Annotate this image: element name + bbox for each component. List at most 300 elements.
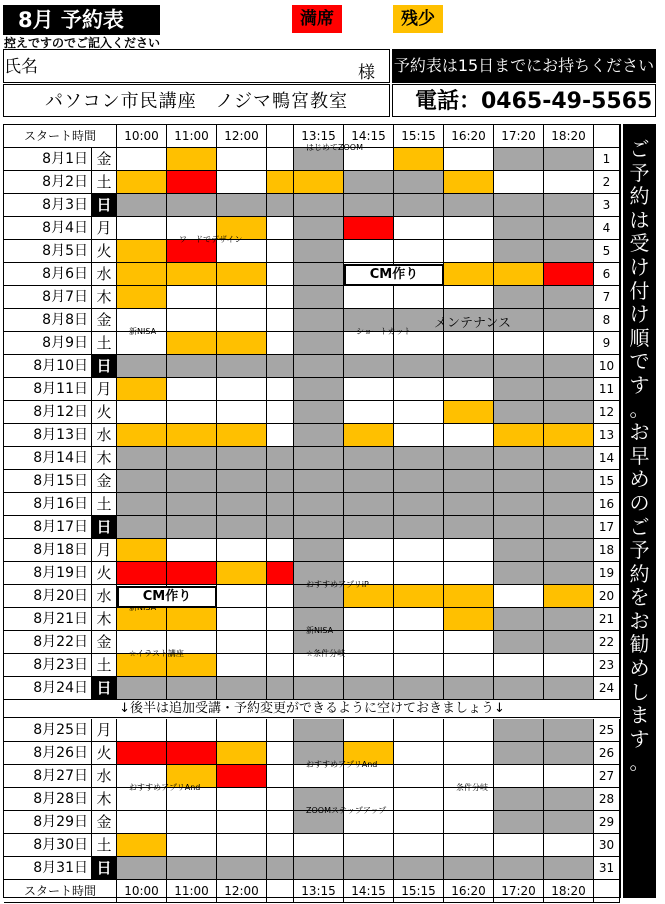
side-char: 予 [629,160,650,185]
slot-cell[interactable] [267,263,294,285]
slot-cell[interactable] [494,585,544,607]
day-of-week: 土 [92,834,117,856]
date-label: 8月18日 [4,539,92,561]
slot-cell [294,857,344,879]
row-number: 3 [594,194,620,216]
side-char: 約 [629,184,650,209]
slot-cell[interactable] [544,424,594,446]
slot-cell [294,355,344,377]
slot-cell[interactable] [117,539,167,561]
slot-cell[interactable] [217,742,267,764]
slot-cell [167,171,217,193]
slot-cell [494,811,544,833]
slot-cell[interactable] [267,217,294,239]
slot-cell [294,263,344,285]
slot-cell[interactable] [267,378,294,400]
slot-cell [267,516,294,538]
slot-cell [217,765,267,787]
slot-cell[interactable] [394,608,444,630]
slot-cell [167,742,217,764]
slot-cell [167,516,217,538]
side-char: め [629,656,650,681]
slot-cell[interactable] [267,424,294,446]
slot-cell[interactable] [167,332,217,354]
slot-cell[interactable] [444,539,494,561]
slot-cell[interactable] [217,719,267,741]
slot-cell [267,857,294,879]
slot-cell[interactable] [117,263,167,285]
slot-cell [494,355,544,377]
slot-cell [394,355,444,377]
slot-cell[interactable] [167,811,217,833]
table-row [4,194,620,217]
slot-cell [117,857,167,879]
slot-cell[interactable] [217,654,267,676]
day-of-week: 月 [92,378,117,400]
slot-cell[interactable] [117,378,167,400]
slot-cell[interactable] [117,401,167,423]
slot-cell[interactable] [344,378,394,400]
row-number: 31 [594,857,620,879]
slot-cell[interactable] [544,834,594,856]
time-header: 16:20 [444,880,494,902]
slot-cell[interactable] [444,562,494,584]
slot-cell[interactable] [344,286,394,308]
slot-cell[interactable] [267,539,294,561]
slot-cell [544,742,594,764]
side-notice-text [623,138,656,775]
side-char: す [629,726,650,751]
time-header: 17:20 [494,125,544,147]
slot-cell [394,194,444,216]
slot-cell [494,677,544,699]
slot-cell[interactable] [444,240,494,262]
side-char: お [629,420,650,445]
date-label: 8月15日 [4,470,92,492]
slot-cell [444,470,494,492]
slot-cell[interactable] [344,401,394,423]
day-of-week: 日 [92,677,117,699]
time-header: 11:00 [167,125,217,147]
slot-cell[interactable] [294,834,344,856]
slot-cell [344,355,394,377]
date-label: 8月9日 [4,332,92,354]
slot-cell [167,857,217,879]
slot-cell[interactable] [444,719,494,741]
class-note: おすすめアプリiP [306,580,369,589]
slot-cell[interactable] [344,654,394,676]
slot-cell[interactable] [544,654,594,676]
row-number: 5 [594,240,620,262]
slot-cell [294,493,344,515]
slot-cell [267,493,294,515]
slot-cell[interactable] [544,171,594,193]
slot-cell [294,447,344,469]
date-label: 8月23日 [4,654,92,676]
slot-cell [217,194,267,216]
slot-cell [494,194,544,216]
date-label: 8月27日 [4,765,92,787]
slot-cell[interactable] [217,539,267,561]
row-number: 22 [594,631,620,653]
slot-cell[interactable] [167,424,217,446]
slot-cell [494,217,544,239]
table-row [4,719,620,742]
slot-cell[interactable] [217,378,267,400]
slot-cell[interactable] [494,424,544,446]
date-label: 8月13日 [4,424,92,446]
slot-cell [544,677,594,699]
slot-cell[interactable] [217,585,267,607]
slot-cell [344,194,394,216]
slot-cell[interactable] [267,834,294,856]
maintenance-label: メンテナンス [434,316,511,331]
table-row [4,263,620,286]
side-char: を [629,585,650,610]
slot-cell [394,171,444,193]
slot-cell[interactable] [394,654,444,676]
slot-cell [167,470,217,492]
slot-cell[interactable] [267,811,294,833]
slot-cell[interactable] [267,742,294,764]
slot-cell[interactable] [117,217,167,239]
slot-cell[interactable] [117,171,167,193]
date-label: 8月24日 [4,677,92,699]
row-number: 11 [594,378,620,400]
day-of-week: 火 [92,240,117,262]
slot-cell[interactable] [217,631,267,653]
time-header: 11:00 [167,880,217,902]
slot-cell[interactable] [167,539,217,561]
slot-cell [544,608,594,630]
table-row [4,309,620,332]
date-label: 8月2日 [4,171,92,193]
slot-cell[interactable] [294,171,344,193]
table-row [4,171,620,194]
slot-cell[interactable] [444,424,494,446]
slot-cell [294,470,344,492]
slot-cell[interactable] [117,811,167,833]
side-char: 早 [629,443,650,468]
time-header: 10:00 [117,125,167,147]
slot-cell[interactable] [444,286,494,308]
number-header [594,880,620,902]
row-number: 25 [594,719,620,741]
table-row [4,493,620,516]
slot-cell[interactable] [217,401,267,423]
table-row [4,332,620,355]
row-number: 14 [594,447,620,469]
slot-cell[interactable] [267,332,294,354]
slot-cell[interactable] [217,148,267,170]
slot-cell[interactable] [217,309,267,331]
slot-cell [294,401,344,423]
slot-cell[interactable] [217,332,267,354]
slot-cell[interactable] [444,263,494,285]
side-char: 。 [629,396,650,421]
slot-cell[interactable] [344,719,394,741]
slot-cell[interactable] [544,332,594,354]
table-row [4,516,620,539]
slot-cell [294,424,344,446]
slot-cell[interactable] [394,424,444,446]
slot-cell [544,401,594,423]
slot-cell [544,148,594,170]
slot-cell [494,493,544,515]
day-of-week: 金 [92,631,117,653]
slot-cell [394,447,444,469]
slot-cell[interactable] [344,631,394,653]
row-number: 30 [594,834,620,856]
side-char: す [629,372,650,397]
slot-cell [494,788,544,810]
time-header: 13:15 [294,125,344,147]
slot-cell [217,355,267,377]
side-char: め [629,467,650,492]
table-row [4,834,620,857]
slot-cell[interactable] [444,631,494,653]
slot-cell [544,857,594,879]
table-row [4,378,620,401]
slot-cell[interactable] [217,562,267,584]
slot-cell[interactable] [494,834,544,856]
slot-cell[interactable] [267,171,294,193]
name-field[interactable] [3,49,390,83]
table-row [4,857,620,880]
date-label: 8月26日 [4,742,92,764]
slot-cell [494,608,544,630]
slot-cell[interactable] [444,654,494,676]
date-label: 8月10日 [4,355,92,377]
slot-cell[interactable] [394,742,444,764]
slot-cell[interactable] [267,631,294,653]
slot-cell[interactable] [494,654,544,676]
slot-cell [344,217,394,239]
slot-cell[interactable] [444,378,494,400]
slot-cell[interactable] [267,654,294,676]
day-of-week: 金 [92,309,117,331]
class-note: はじめてZOOM [306,143,363,152]
slot-cell [444,493,494,515]
date-label: 8月1日 [4,148,92,170]
legend-few: 残少 [393,5,443,33]
slot-cell[interactable] [394,631,444,653]
slot-cell [117,470,167,492]
slot-cell [117,677,167,699]
slot-cell[interactable] [267,148,294,170]
slot-cell[interactable] [267,309,294,331]
slot-cell[interactable] [167,719,217,741]
slot-cell[interactable] [444,608,494,630]
slot-cell[interactable] [394,401,444,423]
day-of-week: 火 [92,742,117,764]
slot-cell[interactable] [344,539,394,561]
slot-cell[interactable] [167,263,217,285]
slot-cell[interactable] [217,171,267,193]
slot-cell[interactable] [544,585,594,607]
slot-cell [444,857,494,879]
slot-cell [167,562,217,584]
day-of-week: 火 [92,562,117,584]
slot-cell[interactable] [167,378,217,400]
slot-cell[interactable] [167,286,217,308]
slot-cell [494,470,544,492]
slot-cell[interactable] [167,608,217,630]
row-number: 21 [594,608,620,630]
slot-cell [494,286,544,308]
slot-cell [544,286,594,308]
slot-cell [294,378,344,400]
slot-cell [117,194,167,216]
slot-cell[interactable] [444,401,494,423]
row-number: 24 [594,677,620,699]
slot-cell [494,539,544,561]
date-label: 8月17日 [4,516,92,538]
slot-cell[interactable] [217,788,267,810]
day-of-week: 木 [92,788,117,810]
slot-cell [544,493,594,515]
row-number: 16 [594,493,620,515]
slot-cell[interactable] [344,240,394,262]
slot-cell[interactable] [394,148,444,170]
slot-cell[interactable] [444,811,494,833]
slot-cell[interactable] [217,608,267,630]
slot-cell [544,788,594,810]
slot-cell[interactable] [267,585,294,607]
slot-cell[interactable] [267,608,294,630]
slot-cell[interactable] [167,834,217,856]
time-header: 10:00 [117,880,167,902]
row-number: 29 [594,811,620,833]
slot-cell [267,447,294,469]
slot-cell[interactable] [267,719,294,741]
side-notice [623,124,656,898]
slot-cell [217,677,267,699]
slot-cell [544,470,594,492]
slot-cell[interactable] [394,765,444,787]
slot-cell[interactable] [267,788,294,810]
time-header: 12:00 [217,880,267,902]
slot-cell[interactable] [394,834,444,856]
slot-cell[interactable] [394,788,444,810]
deadline-notice: 予約表は15日までにお持ちください [392,49,656,83]
slot-cell[interactable] [117,286,167,308]
date-label: 8月19日 [4,562,92,584]
day-of-week: 月 [92,539,117,561]
row-number: 4 [594,217,620,239]
slot-cell [344,677,394,699]
slot-cell[interactable] [494,765,544,787]
slot-cell [544,309,594,331]
time-header [267,125,294,147]
slot-cell [117,516,167,538]
slot-cell[interactable] [444,834,494,856]
row-number: 9 [594,332,620,354]
slot-cell[interactable] [394,585,444,607]
slot-cell [167,447,217,469]
slot-cell[interactable] [394,217,444,239]
slot-cell [394,677,444,699]
slot-cell [117,493,167,515]
slot-cell[interactable] [544,765,594,787]
slot-cell[interactable] [344,608,394,630]
slot-cell[interactable] [117,240,167,262]
row-number: 17 [594,516,620,538]
slot-cell[interactable] [217,424,267,446]
slot-cell[interactable] [217,811,267,833]
slot-cell[interactable] [444,332,494,354]
slot-cell [167,194,217,216]
slot-cell[interactable] [117,719,167,741]
row-number: 1 [594,148,620,170]
copy-note: 控えですのでご記入ください [4,36,161,50]
day-of-week: 日 [92,516,117,538]
slot-cell[interactable] [444,217,494,239]
slot-cell[interactable] [217,834,267,856]
side-char: 付 [629,278,650,303]
slot-cell [544,539,594,561]
slot-cell[interactable] [167,309,217,331]
slot-cell[interactable] [394,539,444,561]
slot-cell[interactable] [394,286,444,308]
slot-cell[interactable] [444,585,494,607]
slot-cell[interactable] [117,834,167,856]
slot-cell[interactable] [267,765,294,787]
slot-cell [394,857,444,879]
slot-cell[interactable] [117,424,167,446]
slot-cell[interactable] [394,378,444,400]
slot-cell [294,677,344,699]
slot-cell[interactable] [494,171,544,193]
slot-cell[interactable] [267,401,294,423]
slot-cell[interactable] [394,719,444,741]
slot-cell[interactable] [344,834,394,856]
day-of-week: 水 [92,585,117,607]
slot-cell[interactable] [494,332,544,354]
number-header [594,125,620,147]
slot-cell[interactable] [444,171,494,193]
day-of-week: 水 [92,424,117,446]
second-half-banner: ↓後半は追加受講・予約変更ができるように空けておきましょう↓ [4,700,620,718]
class-note: ワードでデザイン [179,235,243,244]
slot-cell[interactable] [494,263,544,285]
event-cm: CM作り [344,264,444,286]
slot-cell[interactable] [444,742,494,764]
slot-cell[interactable] [117,148,167,170]
slot-cell[interactable] [217,263,267,285]
day-of-week: 土 [92,654,117,676]
day-of-week: 日 [92,194,117,216]
slot-cell[interactable] [267,286,294,308]
slot-cell [394,516,444,538]
slot-cell[interactable] [394,562,444,584]
slot-cell[interactable] [394,240,444,262]
table-row [4,539,620,562]
day-of-week: 月 [92,719,117,741]
slot-cell[interactable] [217,286,267,308]
day-of-week: 金 [92,811,117,833]
legend-full: 満席 [292,5,342,33]
slot-cell[interactable] [167,401,217,423]
slot-cell[interactable] [267,240,294,262]
slot-cell [267,677,294,699]
slot-cell[interactable] [444,148,494,170]
slot-cell[interactable] [167,148,217,170]
slot-cell[interactable] [394,811,444,833]
slot-cell [544,217,594,239]
row-number: 28 [594,788,620,810]
slot-cell[interactable] [344,424,394,446]
